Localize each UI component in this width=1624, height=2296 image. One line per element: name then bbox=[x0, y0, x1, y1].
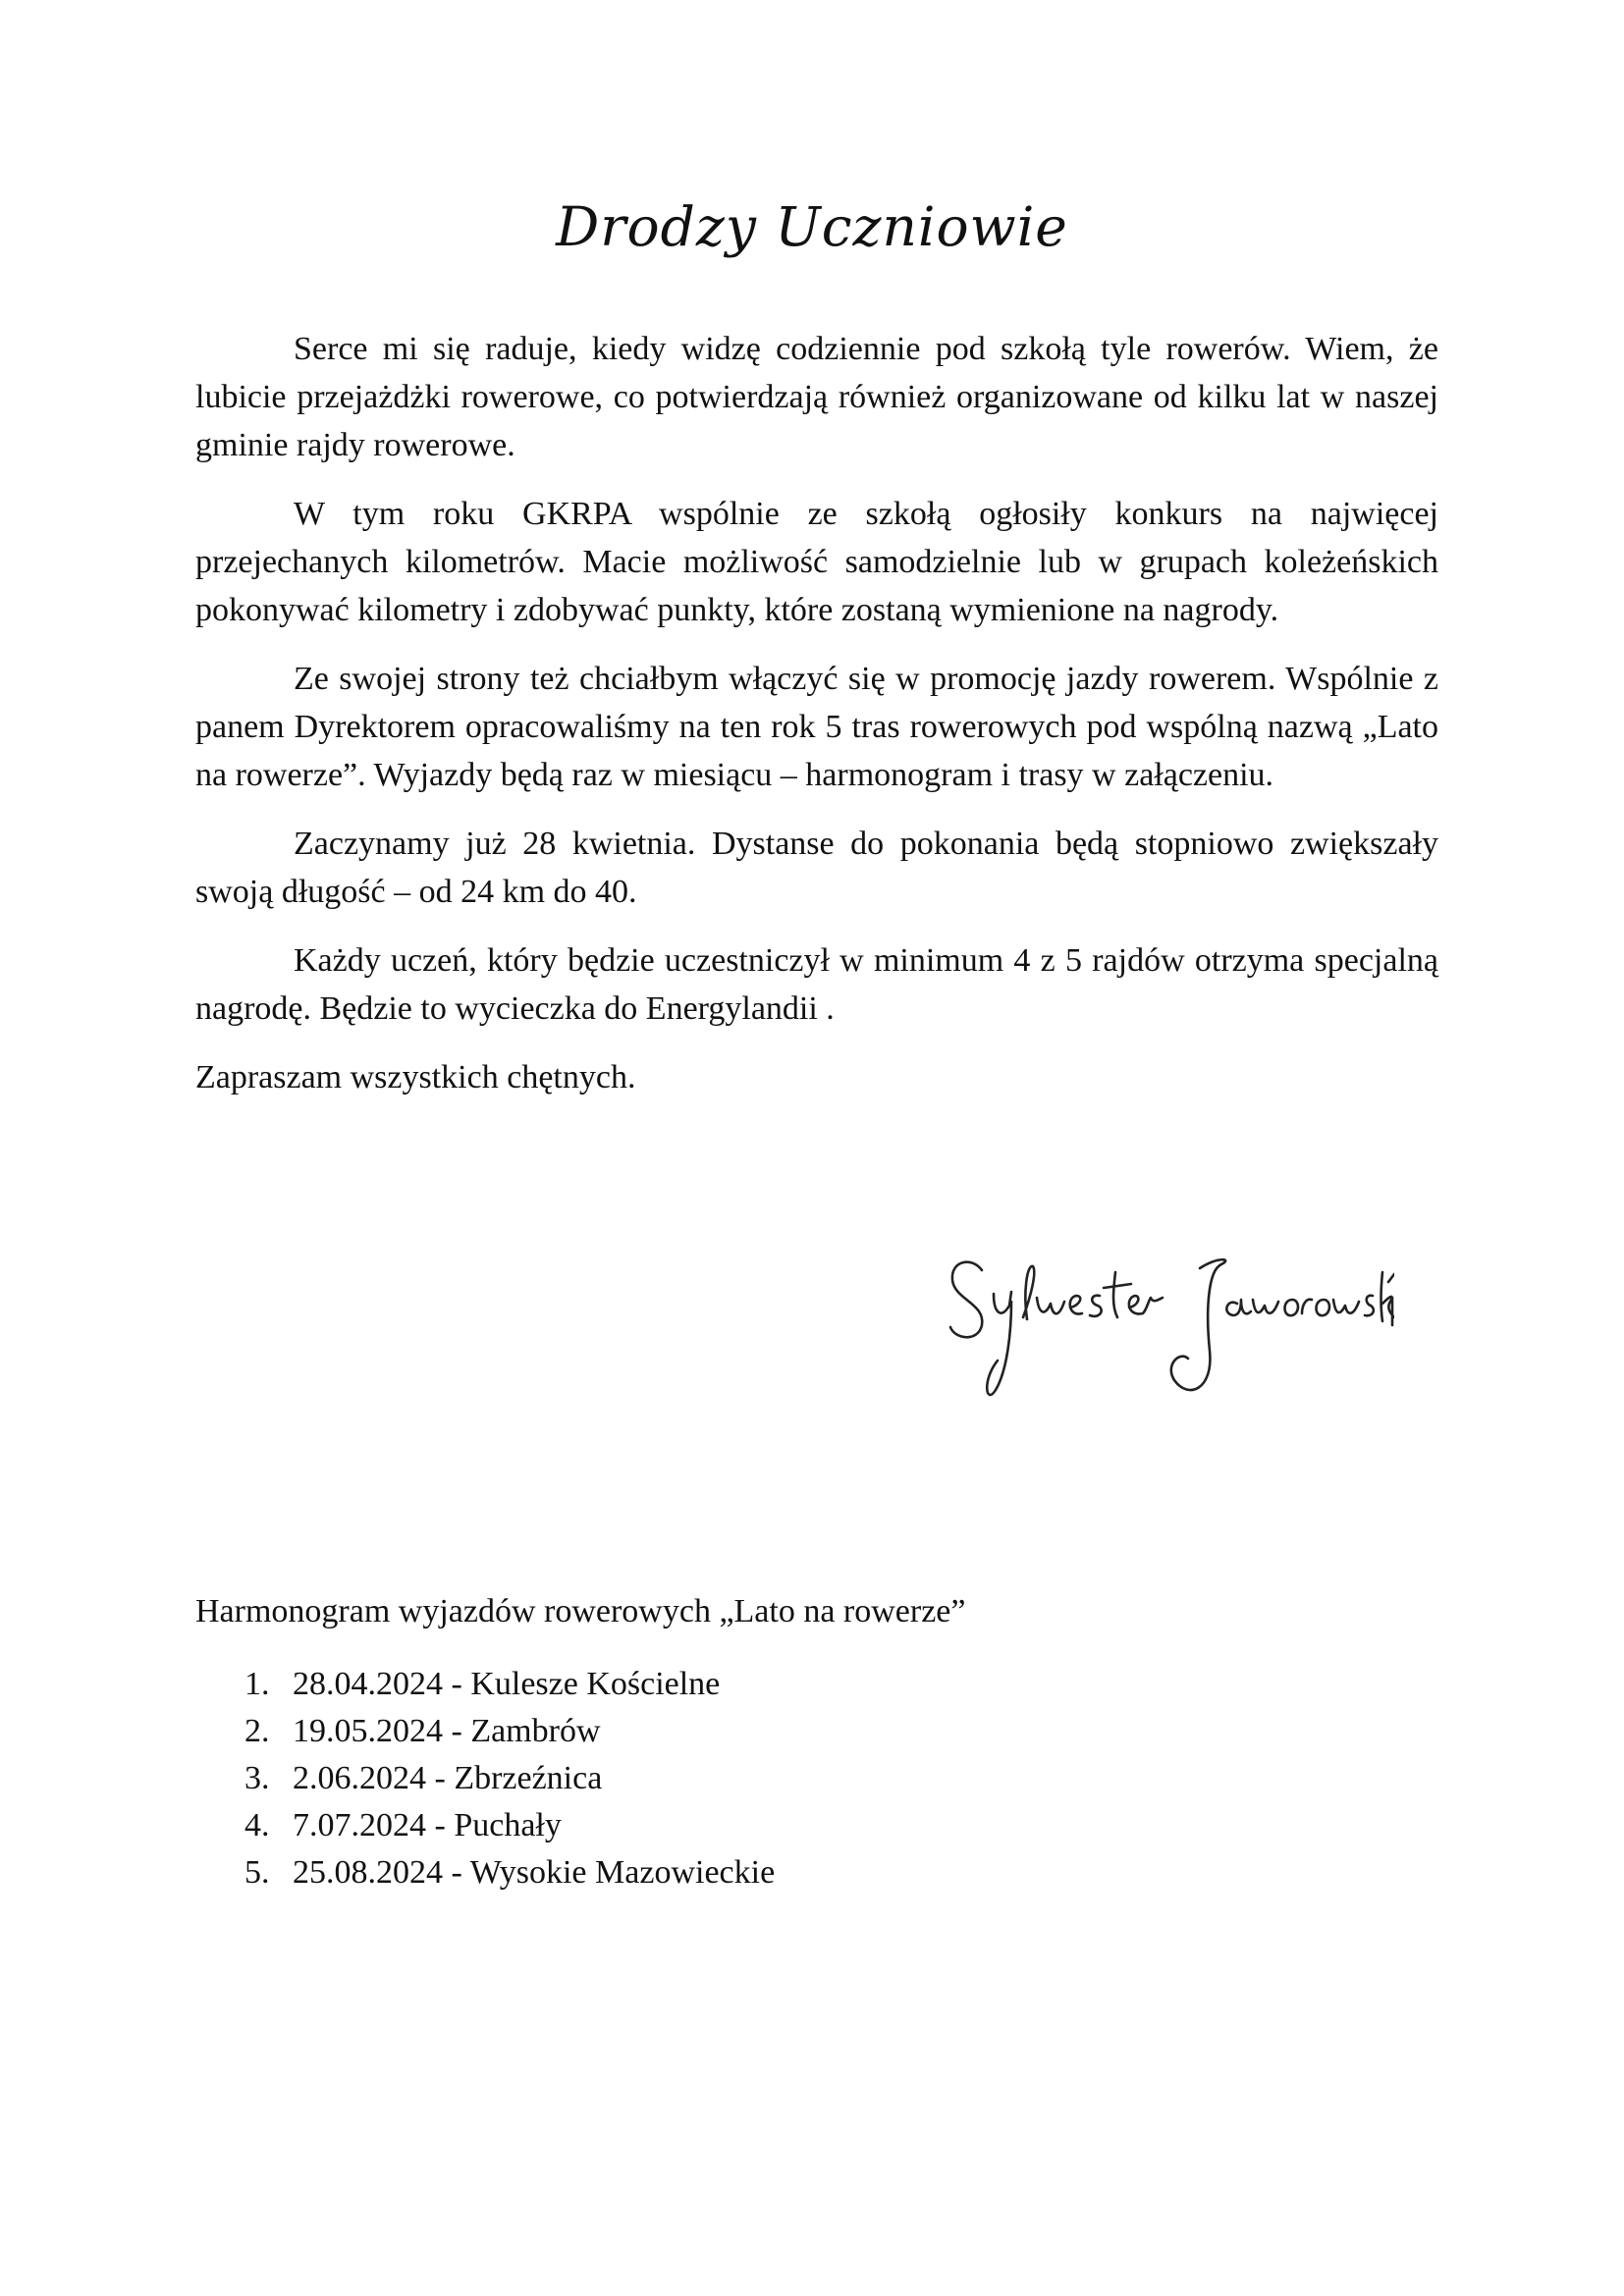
list-item bbox=[195, 1708, 1438, 1755]
list-item-number: 3. bbox=[244, 1760, 270, 1796]
letter-title: Drodzy Uczniowie bbox=[556, 195, 1068, 258]
list-item bbox=[195, 1849, 1438, 1896]
list-item bbox=[195, 1802, 1438, 1849]
letter-paragraph-3: Ze swojej strony też chciałbym włączyć się w promocję jazdy rowerem. Wspólnie z panem Dyrektorem opracowaliśmy na ten rok 5 tras rowerowych pod wspólną nazwą „Lato na rowerze”. Wyjazdy będą raz w miesiącu – harmonogram i trasy w załączeniu. bbox=[195, 661, 1438, 793]
letter-paragraph-4: Zaczynamy już 28 kwietnia. Dystanse do pokonania będą stopniowo zwiększały swoją długość – od 24 km do 40. bbox=[195, 826, 1438, 910]
list-item-number: 5. bbox=[244, 1854, 270, 1891]
list-item bbox=[195, 1661, 1438, 1708]
handwritten-signature bbox=[943, 1243, 1394, 1419]
letter-body bbox=[195, 325, 1438, 1122]
list-item-number: 2. bbox=[244, 1713, 270, 1749]
list-item-text: 28.04.2024 - Kulesze Kościelne bbox=[293, 1666, 721, 1702]
schedule-section bbox=[195, 1587, 1438, 1896]
list-item-text: 25.08.2024 - Wysokie Mazowieckie bbox=[293, 1854, 776, 1891]
list-item-number: 4. bbox=[244, 1807, 270, 1843]
list-item-text: 2.06.2024 - Zbrzeźnica bbox=[293, 1760, 603, 1796]
list-item bbox=[195, 1755, 1438, 1802]
letter-paragraph-5: Każdy uczeń, który będzie uczestniczył w minimum 4 z 5 rajdów otrzyma specjalną nagrodę. Będzie to wycieczka do Energylandii . bbox=[195, 942, 1438, 1027]
schedule-list bbox=[195, 1661, 1438, 1896]
letter-paragraph-2: W tym roku GKRPA wspólnie ze szkołą ogłosiły konkurs na najwięcej przejechanych kilometrów. Macie możliwość samodzielnie lub w grupach koleżeńskich pokonywać kilometry i zdobywać punkty, które zostaną wymienione na nagrody. bbox=[195, 496, 1438, 628]
letter-closing: Zapraszam wszystkich chętnych. bbox=[195, 1059, 636, 1095]
schedule-title: Harmonogram wyjazdów rowerowych „Lato na rowerze” bbox=[195, 1593, 966, 1629]
letter-paragraph-1: Serce mi się raduje, kiedy widzę codziennie pod szkołą tyle rowerów. Wiem, że lubicie przejażdżki rowerowe, co potwierdzają również organizowane od kilku lat w naszej gminie rajdy rowerowe. bbox=[195, 331, 1438, 463]
list-item-text: 19.05.2024 - Zambrów bbox=[293, 1713, 601, 1749]
list-item-number: 1. bbox=[244, 1666, 270, 1702]
list-item-text: 7.07.2024 - Puchały bbox=[293, 1807, 562, 1843]
